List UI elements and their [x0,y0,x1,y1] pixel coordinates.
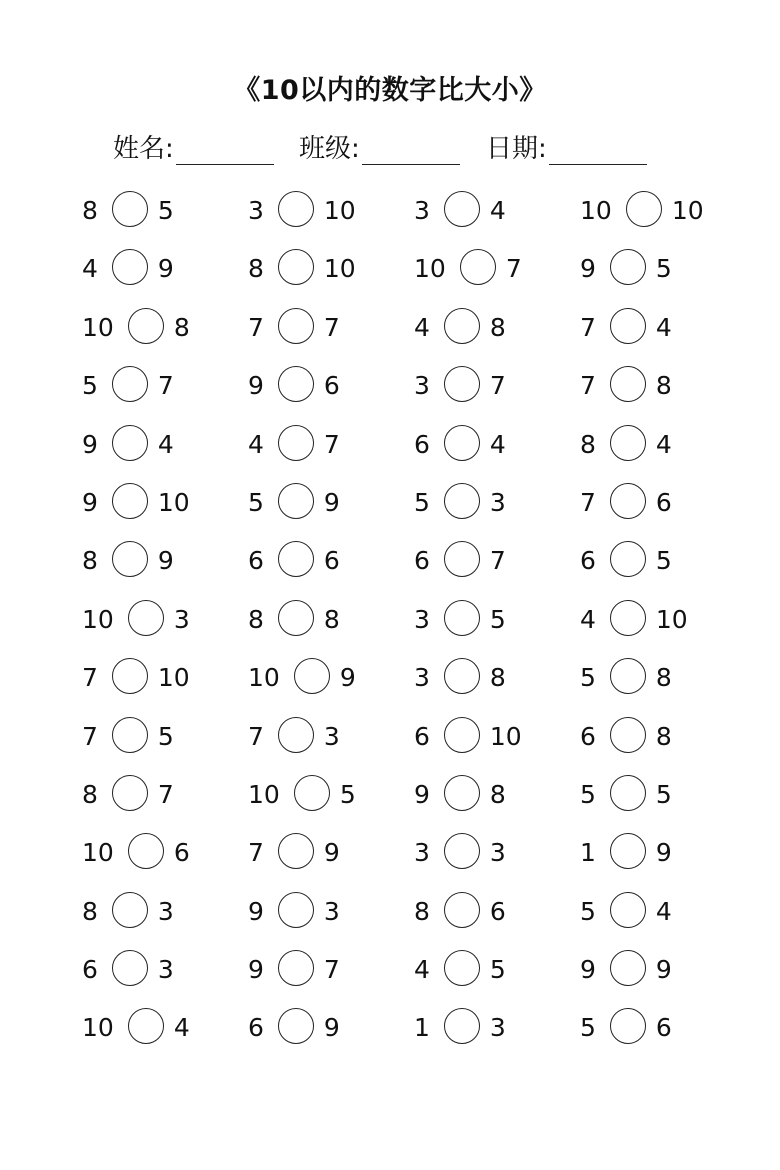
right-number: 9 [323,838,340,868]
left-number: 8 [82,196,98,225]
comparison-problem [580,416,755,474]
answer-circle[interactable] [278,541,314,577]
problem-row [0,240,780,298]
right-number: 8 [655,371,672,401]
right-number: 10 [655,604,688,634]
problem-row [0,941,780,999]
answer-circle[interactable] [444,600,480,636]
problem-row [0,299,780,357]
answer-circle[interactable] [626,191,662,227]
comparison-problem [248,240,423,298]
left-number: 7 [580,371,596,401]
comparison-problem [82,416,257,474]
right-number: 4 [489,429,506,459]
answer-circle[interactable] [112,717,148,753]
name-label: 姓名: [113,134,174,164]
answer-circle[interactable] [610,775,646,811]
right-number: 9 [157,546,174,576]
problem-row [0,649,780,707]
right-number: 10 [157,487,190,517]
right-number: 5 [655,779,672,809]
answer-circle[interactable] [444,191,480,227]
date-label: 日期: [486,134,547,164]
right-number: 3 [489,487,506,517]
right-number: 3 [489,838,506,868]
left-number: 7 [248,838,264,868]
date-blank-line[interactable] [549,134,647,165]
answer-circle[interactable] [128,308,164,344]
problem-row [0,532,780,590]
comparison-problem [82,941,257,999]
left-number: 10 [414,254,446,284]
right-number: 6 [173,838,190,868]
left-number: 10 [580,196,612,225]
answer-circle[interactable] [112,658,148,694]
left-number: 7 [82,663,98,693]
comparison-problem [82,708,257,766]
left-number: 6 [580,546,596,576]
right-number: 3 [157,896,174,926]
right-number: 10 [489,721,522,751]
right-number: 4 [655,312,672,342]
right-number: 5 [489,604,506,634]
comparison-problem [82,474,257,532]
right-number: 4 [489,196,506,225]
right-number: 7 [323,312,340,342]
left-number: 1 [414,1013,430,1043]
answer-circle[interactable] [278,308,314,344]
comparison-problem [580,649,755,707]
worksheet-title: 《10以内的数字比大小》 [233,75,547,106]
right-number: 6 [655,487,672,517]
left-number: 6 [82,955,98,985]
right-number: 3 [323,896,340,926]
left-number: 9 [248,896,264,926]
comparison-problem [414,649,589,707]
left-number: 7 [580,312,596,342]
right-number: 8 [655,663,672,693]
right-number: 4 [655,896,672,926]
comparison-grid [0,182,780,1058]
right-number: 6 [489,896,506,926]
right-number: 4 [173,1013,190,1043]
answer-circle[interactable] [112,950,148,986]
right-number: 5 [157,721,174,751]
left-number: 3 [414,663,430,693]
answer-circle[interactable] [444,308,480,344]
answer-circle[interactable] [610,833,646,869]
left-number: 10 [82,1013,114,1043]
comparison-problem [248,766,423,824]
left-number: 5 [414,487,430,517]
comparison-problem [248,299,423,357]
right-number: 8 [173,312,190,342]
left-number: 10 [82,838,114,868]
answer-circle[interactable] [278,425,314,461]
comparison-problem [580,474,755,532]
left-number: 3 [414,196,430,225]
name-blank-line[interactable] [176,134,274,165]
comparison-problem [414,883,589,941]
left-number: 7 [248,312,264,342]
comparison-problem [414,999,589,1057]
comparison-problem [82,766,257,824]
answer-circle[interactable] [444,775,480,811]
comparison-problem [248,883,423,941]
date-field[interactable] [486,128,647,165]
right-number: 10 [671,196,704,225]
comparison-problem [414,708,589,766]
comparison-problem [580,532,755,590]
answer-circle[interactable] [444,833,480,869]
class-blank-line[interactable] [362,134,460,165]
right-number: 4 [655,429,672,459]
left-number: 9 [82,429,98,459]
right-number: 7 [489,371,506,401]
answer-circle[interactable] [128,1008,164,1044]
comparison-problem [248,708,423,766]
left-number: 9 [414,779,430,809]
answer-circle[interactable] [128,833,164,869]
answer-circle[interactable] [444,541,480,577]
answer-circle[interactable] [278,1008,314,1044]
left-number: 4 [580,604,596,634]
right-number: 7 [489,546,506,576]
comparison-problem [414,824,589,882]
right-number: 8 [655,721,672,751]
answer-circle[interactable] [278,950,314,986]
problem-row [0,591,780,649]
comparison-problem [82,532,257,590]
right-number: 9 [323,487,340,517]
right-number: 5 [489,955,506,985]
right-number: 10 [323,254,356,284]
comparison-problem [82,883,257,941]
answer-circle[interactable] [610,541,646,577]
right-number: 4 [157,429,174,459]
comparison-problem [82,591,257,649]
left-number: 4 [82,254,98,284]
comparison-problem [414,474,589,532]
answer-circle[interactable] [444,658,480,694]
right-number: 3 [173,604,190,634]
left-number: 10 [248,779,280,809]
comparison-problem [414,591,589,649]
right-number: 5 [655,254,672,284]
left-number: 7 [82,721,98,751]
answer-circle[interactable] [610,366,646,402]
right-number: 3 [489,1013,506,1043]
problem-row [0,357,780,415]
problem-row [0,883,780,941]
comparison-problem [82,649,257,707]
answer-circle[interactable] [112,775,148,811]
problem-row [0,416,780,474]
right-number: 7 [157,779,174,809]
comparison-problem [248,999,423,1057]
answer-circle[interactable] [610,658,646,694]
left-number: 4 [414,955,430,985]
comparison-problem [580,182,755,240]
answer-circle[interactable] [128,600,164,636]
answer-circle[interactable] [278,483,314,519]
left-number: 4 [248,429,264,459]
answer-circle[interactable] [444,1008,480,1044]
comparison-problem [580,357,755,415]
left-number: 8 [580,429,596,459]
right-number: 5 [655,546,672,576]
comparison-problem [248,532,423,590]
left-number: 3 [414,604,430,634]
left-number: 4 [414,312,430,342]
right-number: 7 [323,429,340,459]
problem-row [0,708,780,766]
left-number: 8 [414,896,430,926]
left-number: 5 [580,896,596,926]
answer-circle[interactable] [610,950,646,986]
comparison-problem [82,240,257,298]
left-number: 10 [82,312,114,342]
answer-circle[interactable] [610,308,646,344]
left-number: 5 [580,779,596,809]
class-label: 班级: [299,134,360,164]
left-number: 9 [82,487,98,517]
class-field[interactable] [299,128,460,165]
answer-circle[interactable] [294,658,330,694]
left-number: 8 [248,604,264,634]
left-number: 9 [248,371,264,401]
right-number: 7 [323,955,340,985]
left-number: 6 [248,1013,264,1043]
answer-circle[interactable] [444,892,480,928]
right-number: 6 [323,546,340,576]
answer-circle[interactable] [444,366,480,402]
left-number: 7 [580,487,596,517]
comparison-problem [248,591,423,649]
right-number: 5 [157,196,174,225]
comparison-problem [248,474,423,532]
right-number: 10 [157,663,190,693]
comparison-problem [82,182,257,240]
left-number: 8 [82,546,98,576]
answer-circle[interactable] [112,249,148,285]
problem-row [0,182,780,240]
right-number: 9 [323,1013,340,1043]
answer-circle[interactable] [112,483,148,519]
problem-row [0,766,780,824]
comparison-problem [248,182,423,240]
left-number: 3 [248,196,264,225]
comparison-problem [82,299,257,357]
answer-circle[interactable] [278,717,314,753]
answer-circle[interactable] [278,892,314,928]
right-number: 8 [489,779,506,809]
comparison-problem [580,299,755,357]
left-number: 3 [414,838,430,868]
left-number: 10 [248,663,280,693]
answer-circle[interactable] [112,892,148,928]
answer-circle[interactable] [444,483,480,519]
right-number: 5 [339,779,356,809]
comparison-problem [414,416,589,474]
left-number: 9 [580,254,596,284]
answer-circle[interactable] [610,717,646,753]
right-number: 6 [655,1013,672,1043]
left-number: 10 [82,604,114,634]
comparison-problem [82,357,257,415]
comparison-problem [580,824,755,882]
left-number: 1 [580,838,596,868]
comparison-problem [248,649,423,707]
comparison-problem [414,766,589,824]
right-number: 8 [489,312,506,342]
right-number: 9 [339,663,356,693]
answer-circle[interactable] [460,249,496,285]
comparison-problem [414,240,589,298]
right-number: 7 [157,371,174,401]
answer-circle[interactable] [610,600,646,636]
problem-row [0,474,780,532]
comparison-problem [248,357,423,415]
answer-circle[interactable] [444,717,480,753]
name-field[interactable] [113,128,274,165]
comparison-problem [414,357,589,415]
answer-circle[interactable] [610,892,646,928]
left-number: 6 [580,721,596,751]
answer-circle[interactable] [278,833,314,869]
answer-circle[interactable] [278,600,314,636]
comparison-problem [414,182,589,240]
right-number: 6 [323,371,340,401]
left-number: 6 [414,429,430,459]
comparison-problem [580,591,755,649]
right-number: 3 [323,721,340,751]
answer-circle[interactable] [294,775,330,811]
left-number: 3 [414,371,430,401]
left-number: 8 [82,779,98,809]
answer-circle[interactable] [278,191,314,227]
left-number: 5 [82,371,98,401]
comparison-problem [580,240,755,298]
comparison-problem [580,941,755,999]
student-info-row [0,128,780,168]
answer-circle[interactable] [112,191,148,227]
left-number: 7 [248,721,264,751]
answer-circle[interactable] [610,425,646,461]
left-number: 5 [580,1013,596,1043]
comparison-problem [580,883,755,941]
left-number: 8 [82,896,98,926]
answer-circle[interactable] [112,541,148,577]
left-number: 6 [414,546,430,576]
comparison-problem [414,299,589,357]
comparison-problem [580,766,755,824]
answer-circle[interactable] [444,950,480,986]
problem-row [0,824,780,882]
answer-circle[interactable] [112,425,148,461]
comparison-problem [580,999,755,1057]
problem-row [0,999,780,1057]
answer-circle[interactable] [610,249,646,285]
answer-circle[interactable] [610,483,646,519]
right-number: 8 [323,604,340,634]
right-number: 7 [505,254,522,284]
comparison-problem [414,941,589,999]
answer-circle[interactable] [112,366,148,402]
left-number: 5 [580,663,596,693]
answer-circle[interactable] [278,249,314,285]
right-number: 10 [323,196,356,225]
right-number: 3 [157,955,174,985]
left-number: 5 [248,487,264,517]
comparison-problem [248,416,423,474]
comparison-problem [580,708,755,766]
right-number: 9 [655,838,672,868]
answer-circle[interactable] [278,366,314,402]
comparison-problem [82,824,257,882]
comparison-problem [248,941,423,999]
left-number: 6 [414,721,430,751]
left-number: 8 [248,254,264,284]
answer-circle[interactable] [444,425,480,461]
comparison-problem [248,824,423,882]
right-number: 8 [489,663,506,693]
left-number: 9 [580,955,596,985]
comparison-problem [82,999,257,1057]
right-number: 9 [655,955,672,985]
left-number: 6 [248,546,264,576]
comparison-problem [414,532,589,590]
answer-circle[interactable] [610,1008,646,1044]
left-number: 9 [248,955,264,985]
right-number: 9 [157,254,174,284]
